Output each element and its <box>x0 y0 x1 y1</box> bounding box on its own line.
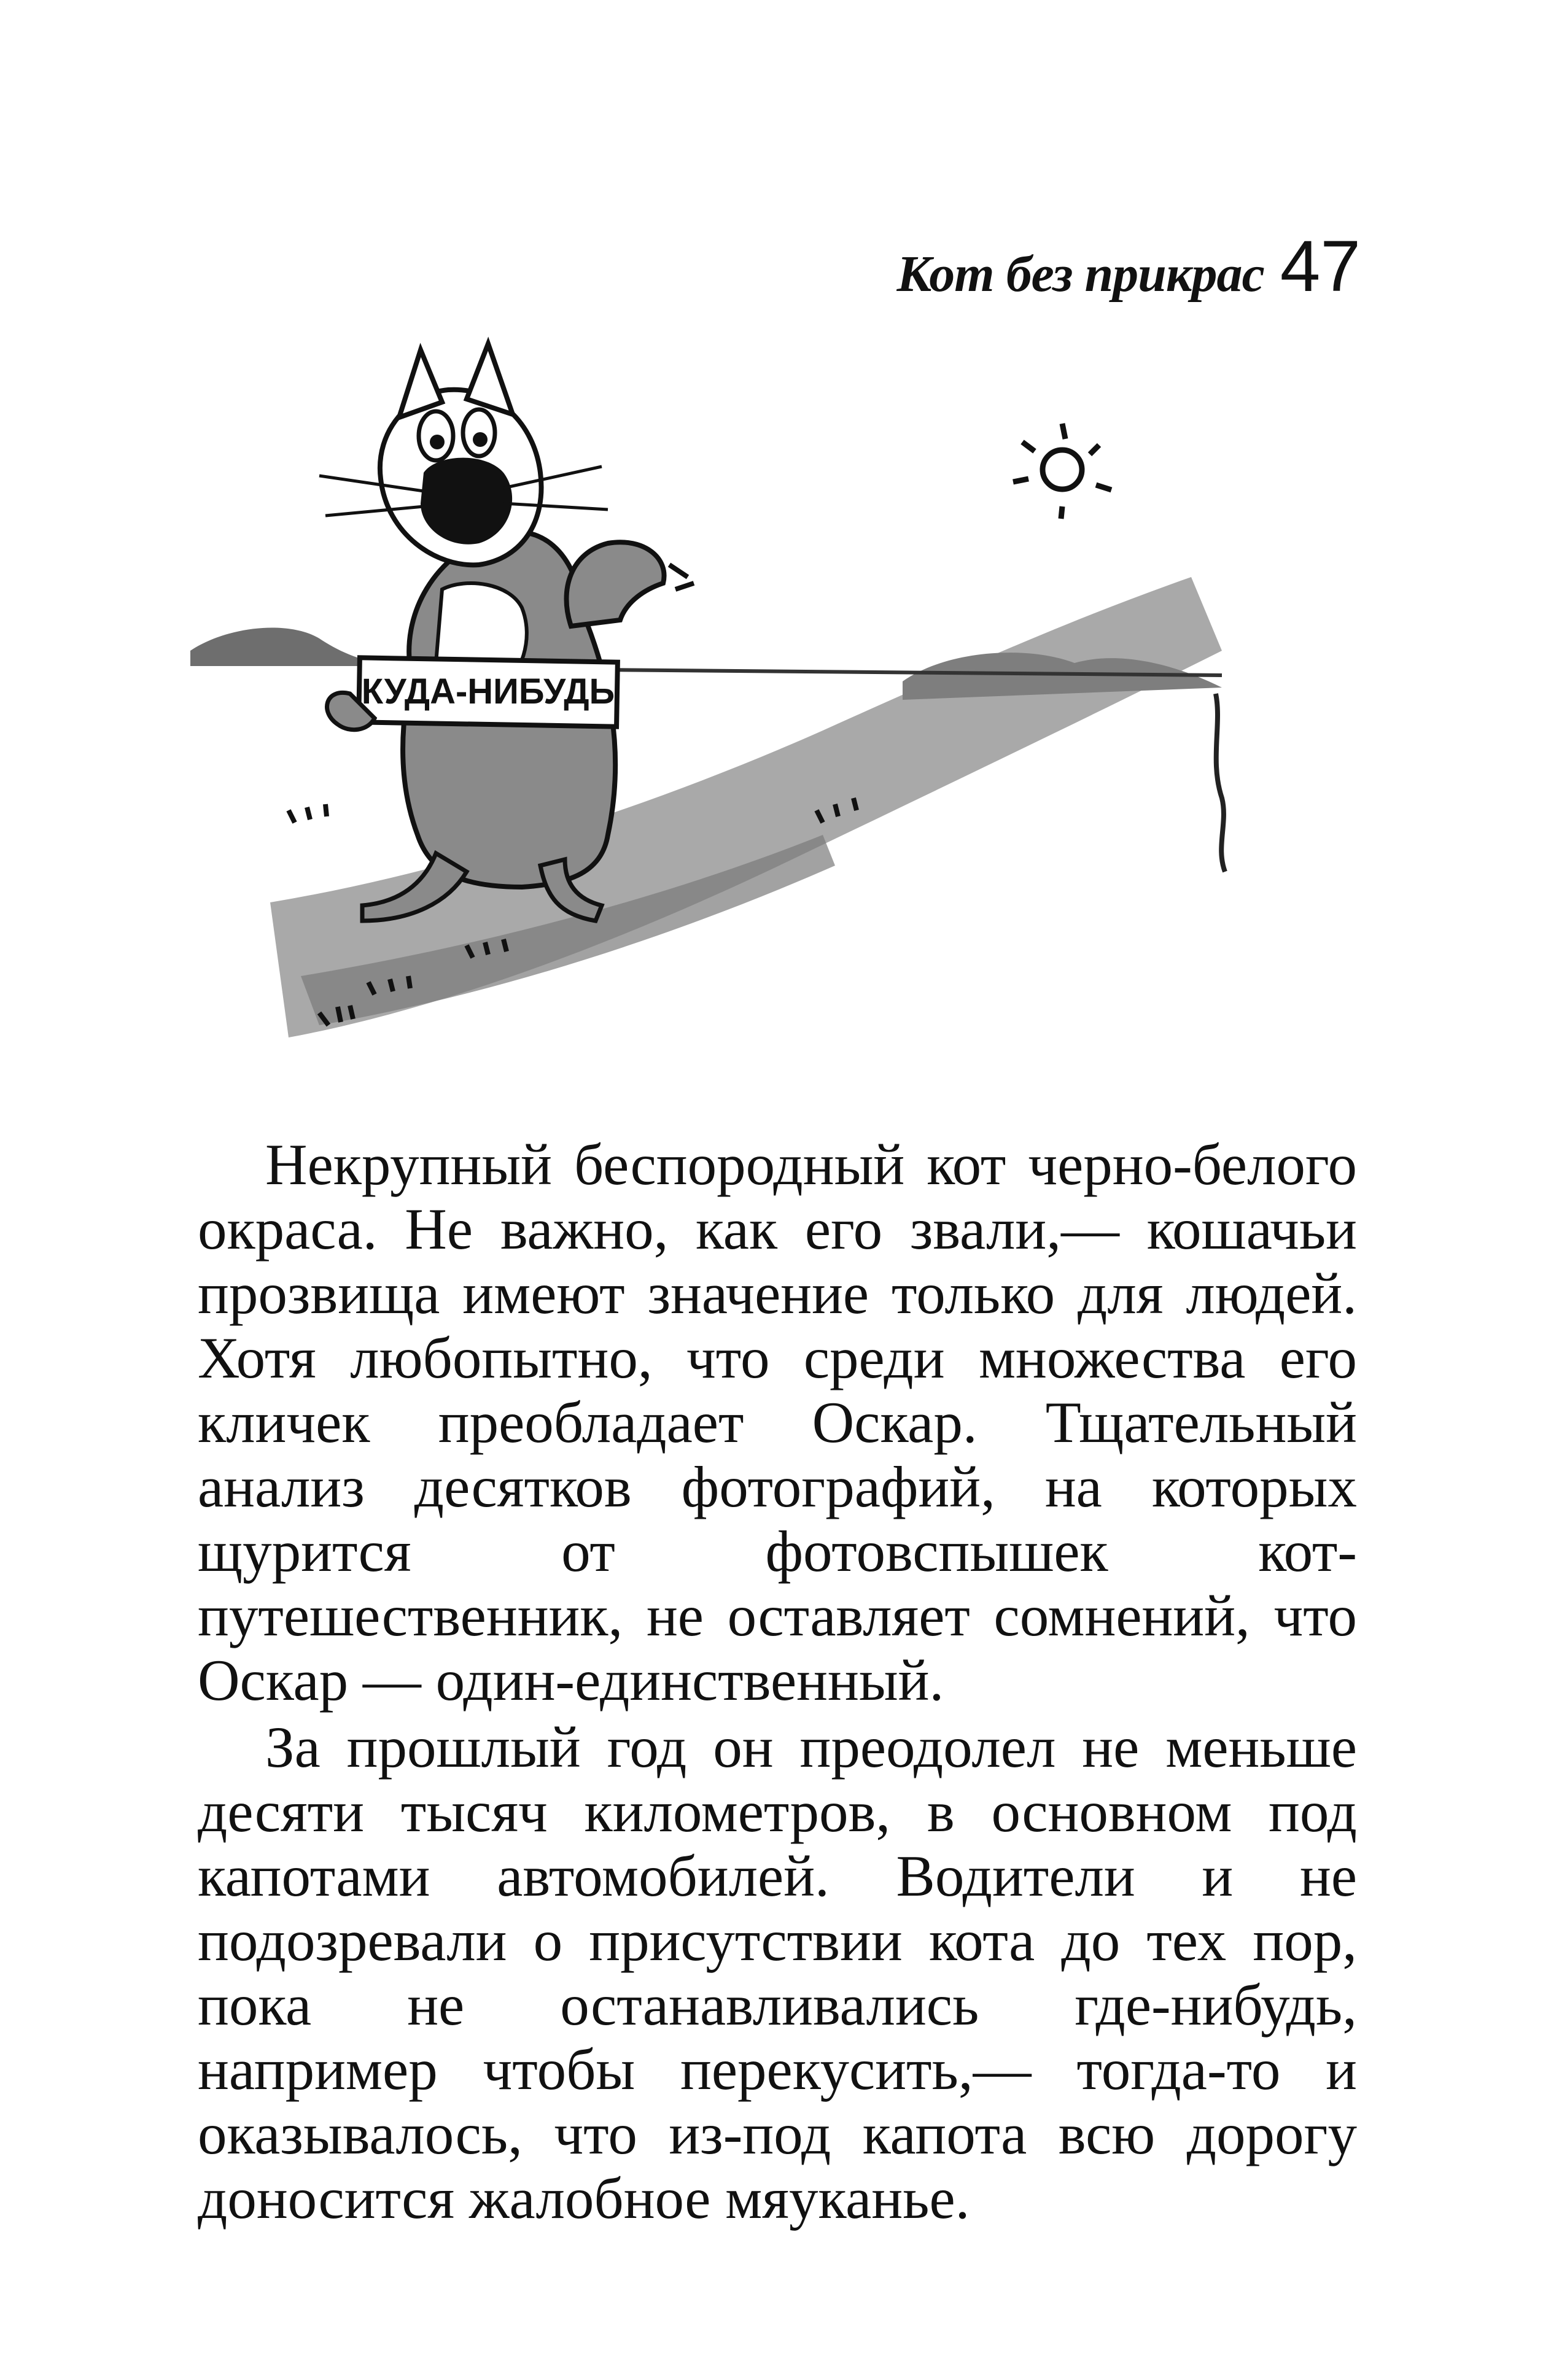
paragraph: За прошлый год он преодолел не меньше десяти тысяч километров, в основном под капотами автомобилей. Водители и не подозревали о присутствии кота до тех пор, пока не останавливались где-нибудь, например чтобы перекусить,— тогда-то и оказывалось, что из-под капота всю дорогу доносится жалобное мяуканье. <box>198 1715 1357 2231</box>
cat-muzzle <box>421 458 512 545</box>
cardboard-sign <box>327 657 618 729</box>
hitchhiking-cat-illustration <box>178 331 1375 1130</box>
cliff-edge <box>1216 694 1225 872</box>
running-head <box>896 226 1361 307</box>
page-number: 47 <box>1280 226 1361 307</box>
paragraph: Некрупный беспородный кот черно-белого окраса. Не важно, как его звали,— кошачьи прозвища имеют значение только для людей. Хотя любопытно, что среди множества его кличек преобладает Оскар. Тщательный анализ десятков фотографий, на которых щурится от фотовспышек кот-путешественник, не оставляет сомнений, что Оскар — один-единственный. <box>198 1132 1357 1713</box>
sun-icon <box>1013 424 1111 519</box>
sign-text: КУДА-НИБУДЬ <box>361 672 615 711</box>
cat-ear-right <box>467 344 513 414</box>
running-title: Кот без прикрас <box>896 246 1264 303</box>
cat-raised-paw <box>567 542 664 626</box>
body-text <box>198 1133 1357 2233</box>
